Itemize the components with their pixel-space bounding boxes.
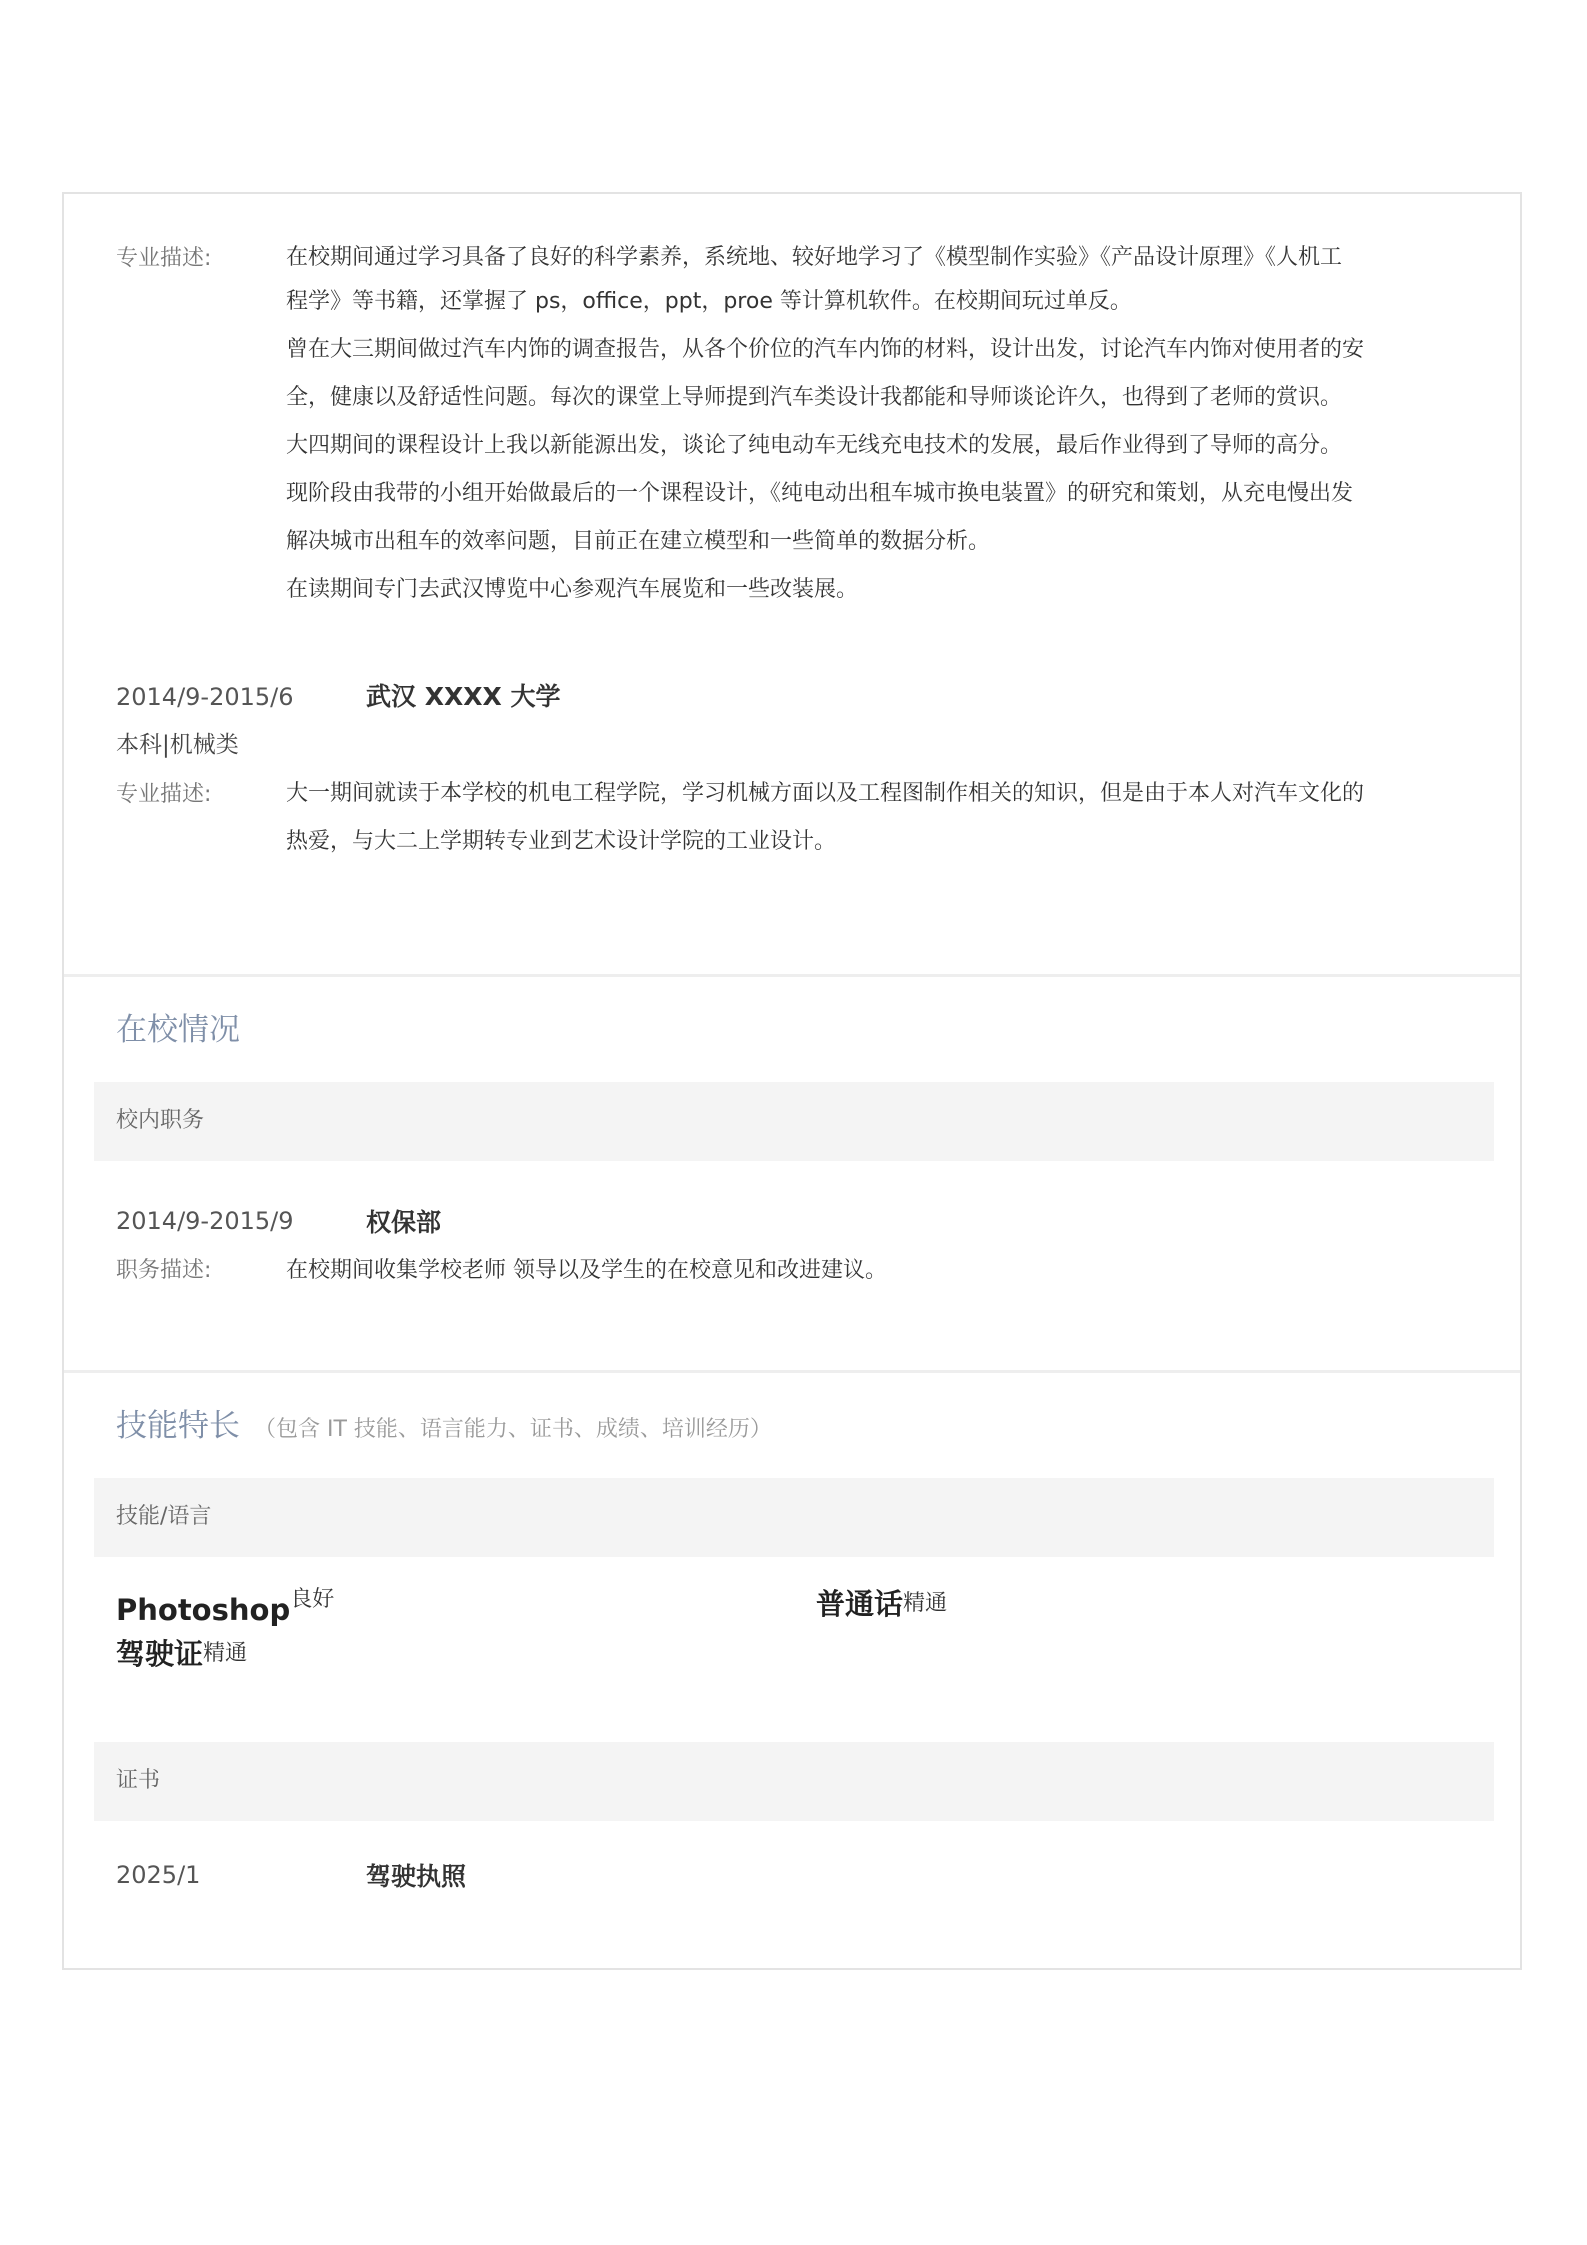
major-description-label: 专业描述: [116,246,212,271]
description-line: 在校期间通过学习具备了良好的科学素养，系统地、较好地学习了《模型制作实验》《产品设计原理》《人机工 [286,245,1343,270]
subheading-bar [94,1742,1494,1821]
school-name: 武汉 XXXX 大学 [366,682,561,711]
certificate-date: 2025/1 [116,1861,201,1889]
skill-name: Photoshop [116,1593,291,1627]
section-title-skills [116,1406,772,1450]
position-description-label: 职务描述: [116,1258,212,1283]
description-line: 在读期间专门去武汉博览中心参观汽车展览和一些改装展。 [286,577,859,602]
subheading-bar [94,1478,1494,1557]
resume-card [62,192,1522,1970]
subheading-position: 校内职务 [116,1108,205,1133]
skill-level: 良好 [290,1587,335,1612]
major-description-text [286,770,1486,866]
degree-major: 本科|机械类 [116,732,239,758]
major-description-label: 专业描述: [116,782,212,807]
skill-item [116,1636,247,1672]
description-line: 全，健康以及舒适性问题。每次的课堂上导师提到汽车类设计我都能和导师谈论许久，也得到了老师的赏识。 [286,385,1343,410]
skills-title: 技能特长 [116,1408,240,1444]
major-description-text [286,234,1486,614]
section-divider [64,1370,1520,1373]
education-date: 2014/9-2015/6 [116,683,294,711]
position-name: 权保部 [366,1208,442,1237]
skill-name: 普通话 [816,1587,904,1621]
section-title-campus: 在校情况 [116,1012,240,1048]
description-line: 解决城市出租车的效率问题，目前正在建立模型和一些简单的数据分析。 [286,529,991,554]
position-date: 2014/9-2015/9 [116,1207,294,1235]
skills-note: （包含 IT 技能、语言能力、证书、成绩、培训经历） [254,1417,772,1442]
section-divider [64,974,1520,977]
subheading-certificate: 证书 [116,1768,161,1793]
description-line: 程学》等书籍，还掌握了 ps，office，ppt，proe 等计算机软件。在校期间玩过单反。 [286,289,1132,314]
skill-level: 精通 [903,1591,948,1616]
description-line: 现阶段由我带的小组开始做最后的一个课程设计，《纯电动出租车城市换电装置》的研究和策划，从充电慢出发 [286,481,1354,506]
subheading-skills: 技能/语言 [116,1504,212,1529]
position-description: 在校期间收集学校老师 领导以及学生的在校意见和改进建议。 [286,1258,887,1283]
skill-item [816,1586,947,1622]
description-line: 热爱，与大二上学期转专业到艺术设计学院的工业设计。 [286,829,837,854]
description-line: 大一期间就读于本学校的机电工程学院，学习机械方面以及工程图制作相关的知识，但是由于本人对汽车文化的 [286,781,1365,806]
skill-level: 精通 [203,1641,248,1666]
skill-name: 驾驶证 [116,1637,204,1671]
description-line: 大四期间的课程设计上我以新能源出发，谈论了纯电动车无线充电技术的发展，最后作业得到了导师的高分。 [286,433,1343,458]
skill-item [116,1587,335,1628]
description-line: 曾在大三期间做过汽车内饰的调查报告，从各个价位的汽车内饰的材料，设计出发，讨论汽车内饰对使用者的安 [286,337,1365,362]
certificate-name: 驾驶执照 [366,1862,467,1891]
subheading-bar [94,1082,1494,1161]
